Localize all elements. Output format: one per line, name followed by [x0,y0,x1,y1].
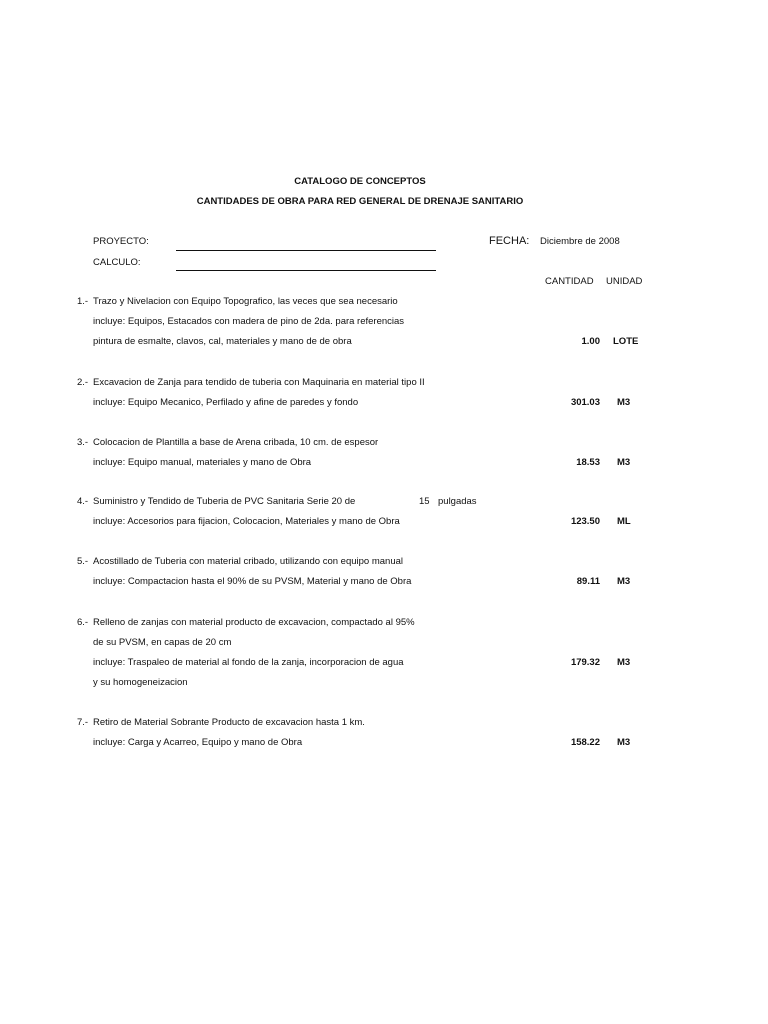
calculo-label: CALCULO: [93,257,141,268]
item-line: incluye: Accesorios para fijacion, Colocacion, Materiales y mano de Obra [93,516,400,527]
item-number: 5.- [77,556,89,567]
item-line: incluye: Compactacion hasta el 90% de su PVSM, Material y mano de Obra [93,576,412,587]
calculo-underline [176,270,436,271]
item-number: 4.- [77,496,89,507]
item-number: 7.- [77,717,89,728]
item-cantidad: 18.53 [576,457,600,468]
item-line: Acostillado de Tuberia con material cribado, utilizando con equipo manual [93,556,403,567]
document-title: CATALOGO DE CONCEPTOS [294,176,426,187]
item-line: incluye: Equipo Mecanico, Perfilado y afine de paredes y fondo [93,397,359,408]
item-cantidad: 179.32 [570,657,600,668]
item-cantidad: 158.22 [570,737,600,748]
item-line: incluye: Traspaleo de material al fondo de la zanja, incorporacion de agua [93,657,404,668]
item-unidad: ML [617,516,631,527]
item-unidad: M3 [617,397,631,408]
item-unidad: M3 [617,657,631,668]
unidad-header: UNIDAD [606,276,643,287]
item-extra-value: 15 [419,496,430,507]
item-line: Relleno de zanjas con material producto de excavacion, compactado al 95% [93,617,415,628]
fecha-label: FECHA: [489,235,530,247]
item-cantidad: 123.50 [570,516,600,527]
item-line: incluye: Carga y Acarreo, Equipo y mano de Obra [93,737,303,748]
item-line: de su PVSM, en capas de 20 cm [93,637,232,648]
item-number: 2.- [77,377,89,388]
item-unidad: LOTE [613,336,639,347]
item-line: Retiro de Material Sobrante Producto de excavacion hasta 1 km. [93,717,365,728]
item-number: 6.- [77,617,89,628]
item-unidad: M3 [617,576,631,587]
item-unidad: M3 [617,737,631,748]
item-number: 3.- [77,437,89,448]
item-cantidad: 89.11 [576,576,600,587]
item-cantidad: 301.03 [570,397,600,408]
item-line: y su homogeneizacion [93,677,188,688]
cantidad-header: CANTIDAD [545,276,594,287]
fecha-value: Diciembre de 2008 [540,236,620,247]
item-extra-unit: pulgadas [438,496,477,507]
item-line: Suministro y Tendido de Tuberia de PVC Sanitaria Serie 20 de [93,496,356,507]
item-line: incluye: Equipos, Estacados con madera de pino de 2da. para referencias [93,316,405,327]
item-line: Excavacion de Zanja para tendido de tuberia con Maquinaria en material tipo II [93,377,425,388]
item-unidad: M3 [617,457,631,468]
item-line: Trazo y Nivelacion con Equipo Topografico, las veces que sea necesario [93,296,398,307]
item-line: incluye: Equipo manual, materiales y mano de Obra [93,457,312,468]
proyecto-underline [176,250,436,251]
document-subtitle: CANTIDADES DE OBRA PARA RED GENERAL DE DRENAJE SANITARIO [196,196,524,207]
item-number: 1.- [77,296,89,307]
item-cantidad: 1.00 [581,336,600,347]
item-line: Colocacion de Plantilla a base de Arena cribada, 10 cm. de espesor [93,437,379,448]
proyecto-label: PROYECTO: [93,236,149,247]
item-line: pintura de esmalte, clavos, cal, materiales y mano de de obra [93,336,352,347]
